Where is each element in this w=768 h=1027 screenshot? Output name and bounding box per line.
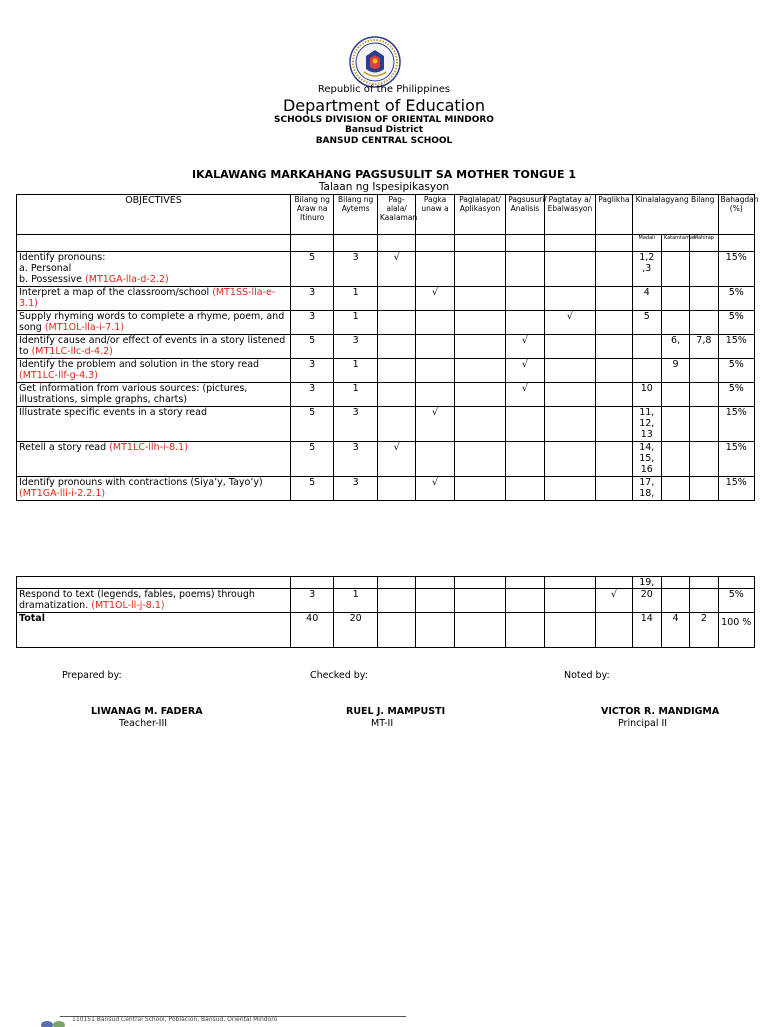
col-create: Paglikha (596, 195, 632, 235)
check-mark: √ (506, 335, 544, 359)
checked-label: Checked by: (310, 670, 368, 681)
col-difficult: Mahirap (690, 235, 718, 252)
table-row: 19, (17, 577, 755, 589)
col-easy: Madali (632, 235, 661, 252)
check-mark: √ (596, 589, 632, 613)
noted-name: VICTOR R. MANDIGMA (601, 706, 720, 717)
tos-table-continued (16, 576, 755, 648)
check-mark: √ (544, 311, 596, 335)
col-percent: Bahagdan (%) (718, 195, 754, 235)
tos-table (16, 194, 759, 501)
check-mark: √ (377, 252, 415, 287)
check-mark: √ (416, 287, 454, 311)
prepared-label: Prepared by: (62, 670, 122, 681)
document-subtitle: Talaan ng Ispesipikasyon (318, 181, 450, 193)
checked-name: RUEL J. MAMPUSTI (346, 706, 446, 717)
objective-cell: Identify cause and/or effect of events in a story listened to (MT1LC-llc-d-4.2) (17, 335, 291, 359)
check-mark: √ (416, 407, 454, 442)
table-header-row (17, 195, 755, 235)
objective-cell: Identify pronouns with contractions (Siya’y, Tayo’y) (MT1GA-lli-i-2.2.1) (17, 477, 291, 501)
objective-cell: Interpret a map of the classroom/school (MT1SS-lla-e-3.1) (17, 287, 291, 311)
table-row: Identify cause and/or effect of events in a story listened to (MT1LC-llc-d-4.2) 5 3 √ 6, 7,8 15% (17, 335, 755, 359)
col-analyze: Pagsusuri/ Analisis (506, 195, 544, 235)
noted-title: Principal II (618, 718, 668, 729)
document-title: IKALAWANG MARKAHANG PAGSUSULIT SA MOTHER TONGUE 1 (192, 168, 576, 181)
table-row: Identify pronouns with contractions (Siya’y, Tayo’y) (MT1GA-lli-i-2.2.1) 5 3 √ 17, 18, 15% (17, 477, 755, 501)
col-evaluate: Pagtatay a/ Ebalwasyon (544, 195, 596, 235)
check-mark: √ (506, 359, 544, 383)
objective-cell: Illustrate specific events in a story read (17, 407, 291, 442)
checked-title: MT-II (371, 718, 394, 729)
check-mark: √ (506, 383, 544, 407)
objective-cell: Identify the problem and solution in the story read (MT1LC-llf-g-4.3) (17, 359, 291, 383)
objective-cell: Retell a story read (MT1LC-llh-i-8.1) (17, 442, 291, 477)
table-row: Retell a story read (MT1LC-llh-i-8.1) 5 3 √ 14, 15, 16 15% (17, 442, 755, 477)
col-understand: Pagka unaw a (416, 195, 454, 235)
table-row: Respond to text (legends, fables, poems) through dramatization. (MT1OL-ll-j-8.1) 3 1 √ 20 5% (17, 589, 755, 613)
col-objectives: OBJECTIVES (17, 195, 291, 235)
table-row: Get information from various sources: (pictures, illustrations, simple graphs, charts) 3 1 √ 10 5% (17, 383, 755, 407)
prepared-title: Teacher-III (119, 718, 168, 729)
col-apply: Paglalapat/ Aplikasyon (454, 195, 506, 235)
col-days: Bilang ng Araw na Itinuro (290, 195, 333, 235)
table-row: Identify pronouns: a. Personal b. Possessive (MT1GA-lla-d-2.2) 5 3 √ 1,2 ,3 15% (17, 252, 755, 287)
footer-text: 110151 Bansud Central School, Poblacion, Bansud, Oriental Mindoro (72, 1016, 278, 1023)
table-total-row: Total 40 20 14 4 2 100 % (17, 613, 755, 648)
total-label: Total (17, 613, 291, 648)
check-mark: √ (377, 442, 415, 477)
table-subheader-row (17, 235, 755, 252)
table-row: Identify the problem and solution in the story read (MT1LC-llf-g-4.3) 3 1 √ 9 5% (17, 359, 755, 383)
header-division: SCHOOLS DIVISION OF ORIENTAL MINDORO (274, 115, 494, 125)
col-items: Bilang ng Aytems (334, 195, 377, 235)
header-department: Department of Education (282, 96, 486, 115)
col-placement: Kinalalagyang Bilang (632, 195, 718, 235)
table-row: Illustrate specific events in a story read 5 3 √ 11, 12, 13 15% (17, 407, 755, 442)
noted-label: Noted by: (564, 670, 610, 681)
check-mark: √ (416, 477, 454, 501)
header-district: Bansud District (344, 125, 424, 135)
objective-cell: Get information from various sources: (pictures, illustrations, simple graphs, charts) (17, 383, 291, 407)
objective-cell: Supply rhyming words to complete a rhyme, poem, and song (MT1OL-lla-i-7.1) (17, 311, 291, 335)
footer-logos-icon (40, 1017, 68, 1027)
table-row: Supply rhyming words to complete a rhyme, poem, and song (MT1OL-lla-i-7.1) 3 1 √ 5 5% (17, 311, 755, 335)
header-republic: Republic of the Philippines (317, 84, 451, 95)
objective-cell: Identify pronouns: a. Personal b. Possessive (MT1GA-lla-d-2.2) (17, 252, 291, 287)
objective-cell: Respond to text (legends, fables, poems) through dramatization. (MT1OL-ll-j-8.1) (17, 589, 291, 613)
table-row: Interpret a map of the classroom/school (MT1SS-lla-e-3.1) 3 1 √ 4 5% (17, 287, 755, 311)
header-school: BANSUD CENTRAL SCHOOL (315, 136, 453, 146)
deped-seal-logo (349, 36, 401, 88)
col-average: Katamtaman (661, 235, 689, 252)
prepared-name: LIWANAG M. FADERA (91, 706, 203, 717)
col-remember: Pag-alala/ Kaalaman (377, 195, 415, 235)
